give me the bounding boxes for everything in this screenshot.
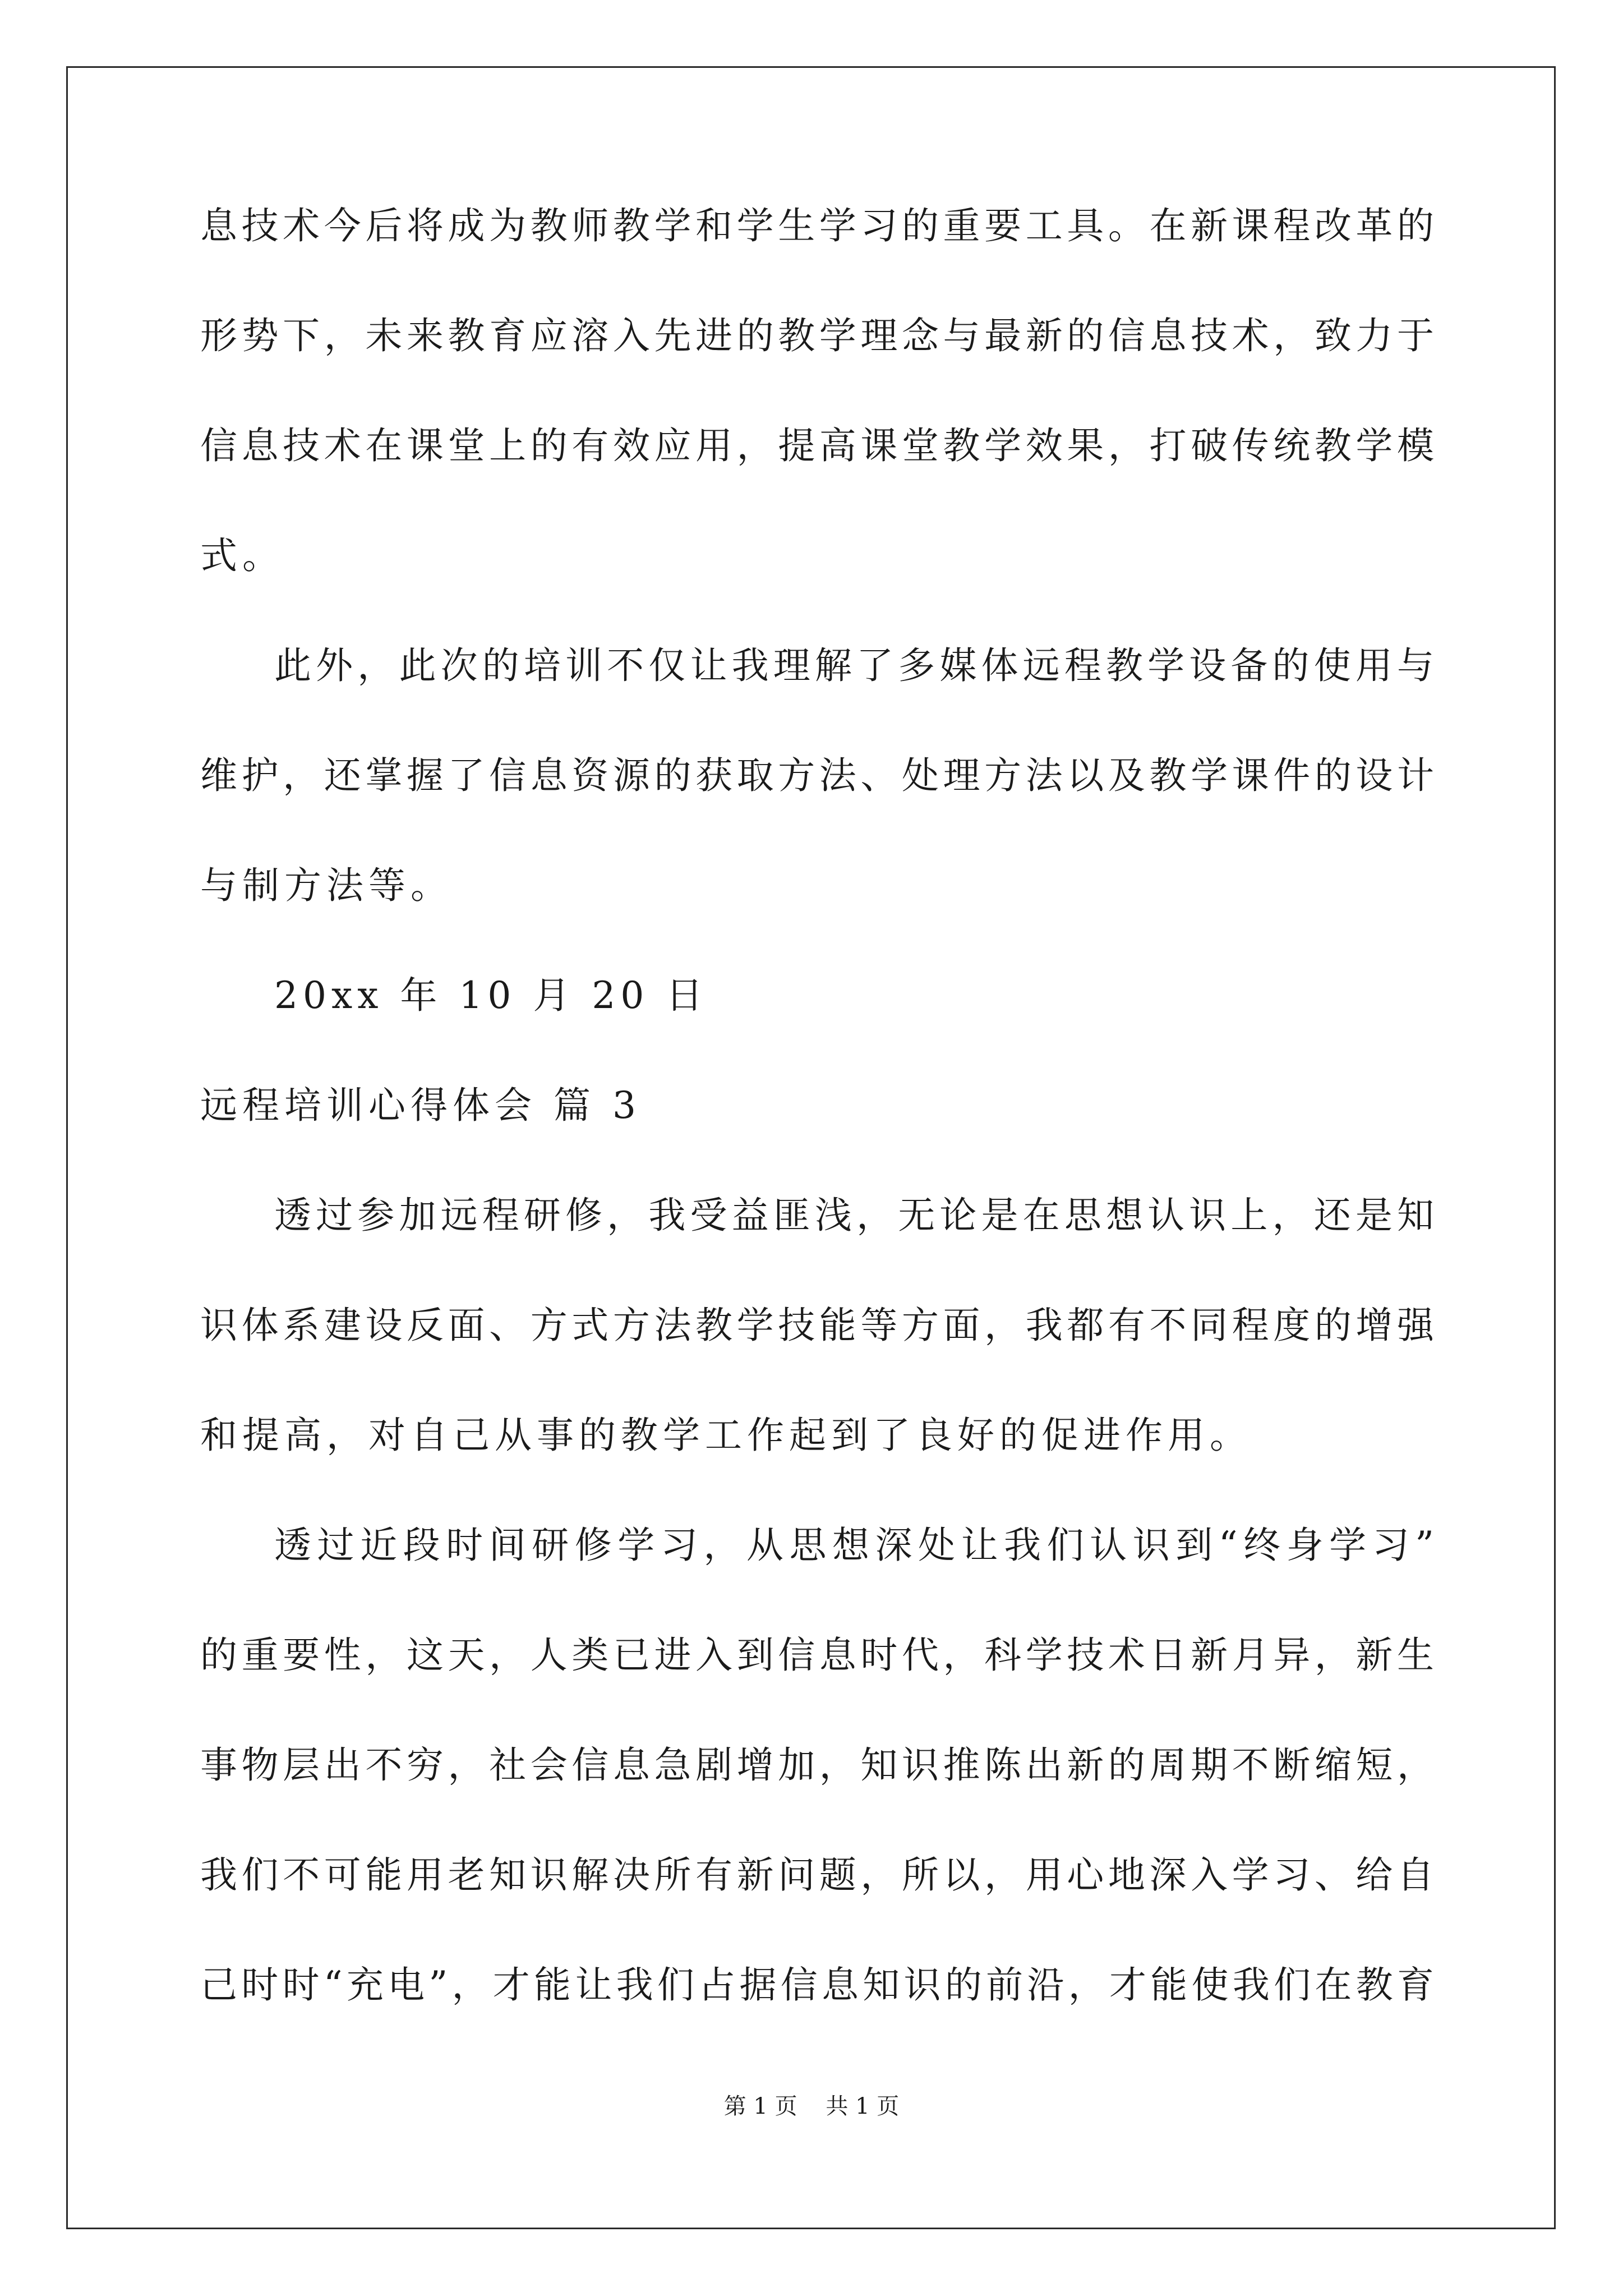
paragraph-first-line: 此外，此次的培训不仅让我理解了多媒体远程教学设备的使用与 <box>274 644 1434 687</box>
text-line: 形势下，未来教育应溶入先进的教学理念与最新的信息技术，致力于 <box>200 314 1434 357</box>
paragraph-first-line: 透过近段时间研修学习，从思想深处让我们认识到“终身学习” <box>274 1524 1434 1567</box>
text-line: 我们不可能用老知识解决所有新问题，所以，用心地深入学习、给自 <box>200 1853 1434 1897</box>
text-line: 息技术今后将成为教师教学和学生学习的重要工具。在新课程改革的 <box>200 204 1434 247</box>
text-line: 信息技术在课堂上的有效应用，提高课堂教学效果，打破传统教学模 <box>200 424 1434 467</box>
text-line: 式。 <box>200 534 284 577</box>
text-line: 己时时“充电”，才能让我们占据信息知识的前沿，才能使我们在教育 <box>200 1963 1434 2007</box>
section-heading: 远程培训心得体会 篇 3 <box>200 1084 641 1127</box>
paragraph-first-line: 透过参加远程研修，我受益匪浅，无论是在思想认识上，还是知 <box>274 1194 1434 1237</box>
text-line: 维护，还掌握了信息资源的获取方法、处理方法以及教学课件的设计 <box>200 754 1434 797</box>
date-line: 20xx 年 10 月 20 日 <box>274 974 708 1017</box>
text-line: 识体系建设反面、方式方法教学技能等方面，我都有不同程度的增强 <box>200 1304 1434 1347</box>
text-line: 和提高，对自己从事的教学工作起到了良好的促进作用。 <box>200 1414 1252 1457</box>
text-line: 事物层出不穷，社会信息急剧增加，知识推陈出新的周期不断缩短， <box>200 1743 1434 1787</box>
document-body <box>200 204 1434 2077</box>
text-line: 的重要性，这天，人类已进入到信息时代，科学技术日新月异，新生 <box>200 1634 1434 1677</box>
text-line: 与制方法等。 <box>200 864 453 907</box>
page-footer: 第 1 页 共 1 页 <box>723 2093 900 2119</box>
